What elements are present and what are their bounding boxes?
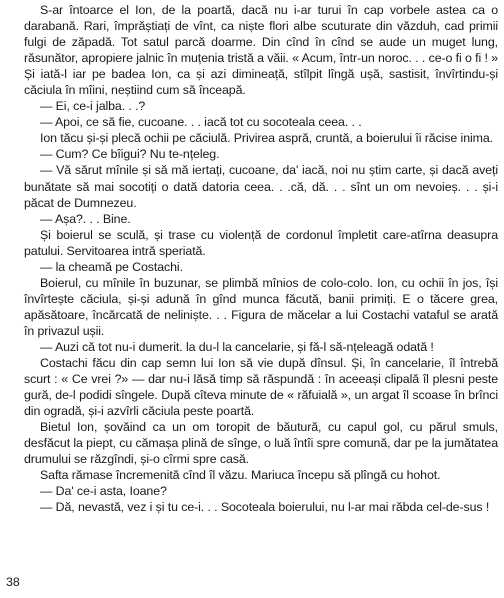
- paragraph: — la cheamă pe Costachi.: [40, 259, 183, 274]
- paragraph: Safta rămase încremenită cînd îl văzu. Mariuca începu să plîngă cu hohot.: [40, 468, 441, 483]
- paragraph: Și boierul se sculă, și trase cu violență de cordonul împletit care-atîrna deasupra patului. Servitoarea intră speriată.: [24, 227, 498, 258]
- paragraph: S-ar întoarce el Ion, de la poartă, dacă nu i-ar turui în cap vorbele astea ca o darabană. Rari, împrăștiați de vînt, ca niște flori albe scuturate din văzduh, cad primii fulgi de zăpadă. Tot satul parcă doarme. Din cînd în cînd se aude un muget lung, răsunător, apropiere jalnic în muțenia tristă a văii. « Acum, într-un noroc. . . ce-o fi o fi ! » Și iată-l iar pe badea Ion, ca și azi dimineață, stîlpit lîngă ușă, sastisit, învîrtindu-și căciula în mîini, neștiind cum să înceapă.: [24, 3, 498, 98]
- paragraph: Costachi făcu din cap semn lui Ion să vie după dînsul. Și, în cancelarie, îl întrebă scurt : « Ce vrei ?» — dar nu-i lăsă timp să răspundă : în aceeași clipală îl plesni peste gură, de-l podidi sîngele. După cîteva minute de « răfuială », un argat îl scoase în brînci din ogradă, și-i azvîrli căciula peste poartă.: [24, 356, 498, 419]
- page-body: [24, 2, 498, 516]
- paragraph: — Ei, ce-i jalba. . .?: [40, 99, 146, 114]
- paragraph: — Da' ce-i asta, Ioane?: [40, 484, 167, 499]
- paragraph: — Apoi, ce să fie, cucoane. . . iacă tot cu socoteala ceea. . .: [40, 115, 362, 130]
- paragraph: Bietul Ion, șovăind ca un om toropit de băutură, cu capul gol, cu părul smuls, desfăcut la piept, cu cămașa plină de sînge, o luă întîi spre comună, dar pe la jumătatea drumului se răzgîndi, și-o cîrmi spre casă.: [24, 420, 498, 467]
- paragraph: — Vă sărut mînile și să mă iertați, cucoane, da' iacă, noi nu știm carte, și dacă aveți bunătate să mai socotiți o dată datoria ceea. . .că, dă. . . sînt un om nevoieș. . . și-i păcat de Dumnezeu.: [24, 163, 498, 210]
- paragraph: — Dă, nevastă, vez i și tu ce-i. . . Socoteala boierului, nu l-ar mai răbda cel-de-sus !: [40, 500, 490, 515]
- paragraph: — Auzi că tot nu-i dumerit. la du-l la cancelarie, și fă-l să-nțeleagă odată !: [40, 339, 434, 354]
- paragraph: — Cum? Ce bîigui? Nu te-nțeleg.: [40, 147, 220, 162]
- paragraph: Boierul, cu mînile în buzunar, se plimbă mînios de colo-colo. Ion, cu ochii în jos, își învîrtește căciula, și-și adună în gînd munca făcută, banii primiți. E o tăcere grea, apăsătoare, încărcată de neliniște. . . Figura de măcelar a lui Costachi vataful se arată în privazul ușii.: [24, 275, 498, 338]
- paragraph: Ion tăcu și-și plecă ochii pe căciulă. Privirea aspră, cruntă, a boierului îi răcise inima.: [40, 131, 494, 146]
- paragraph: — Așa?. . . Bine.: [40, 211, 131, 226]
- page-number: 38: [6, 575, 20, 589]
